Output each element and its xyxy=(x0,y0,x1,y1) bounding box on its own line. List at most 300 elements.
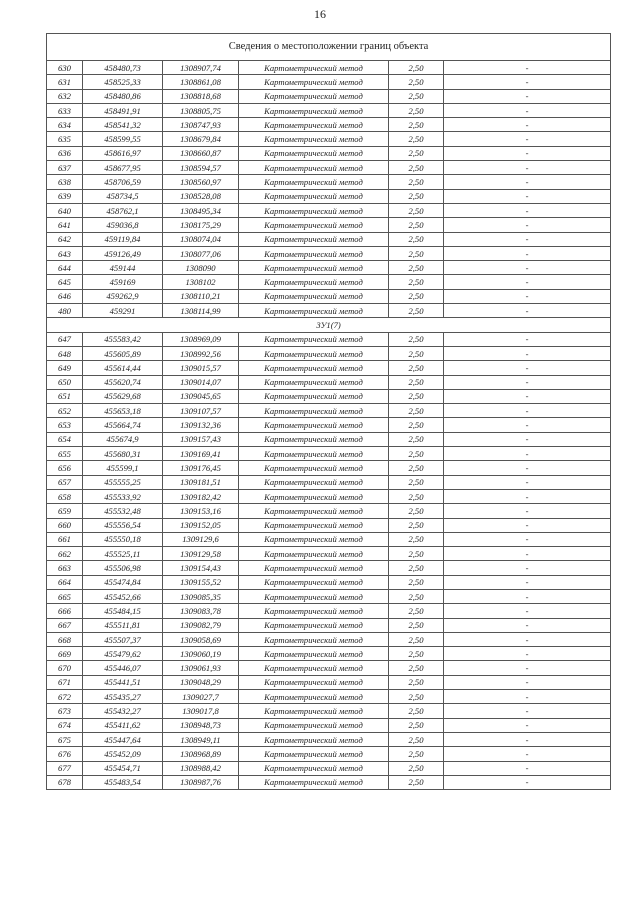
table-row xyxy=(47,89,611,103)
accuracy-cell: 2,50 xyxy=(389,375,444,389)
point-number-cell: 649 xyxy=(47,361,83,375)
x-coordinate-cell: 455411,62 xyxy=(83,718,163,732)
accuracy-cell: 2,50 xyxy=(389,89,444,103)
accuracy-cell: 2,50 xyxy=(389,589,444,603)
description-cell: - xyxy=(444,218,611,232)
x-coordinate-cell: 458616,97 xyxy=(83,146,163,160)
description-cell: - xyxy=(444,146,611,160)
point-number-cell: 651 xyxy=(47,389,83,403)
x-coordinate-cell: 458525,33 xyxy=(83,75,163,89)
method-cell: Картометрический метод xyxy=(239,690,389,704)
x-coordinate-cell: 455599,1 xyxy=(83,461,163,475)
point-number-cell: 668 xyxy=(47,632,83,646)
x-coordinate-cell: 455605,89 xyxy=(83,346,163,360)
description-cell: - xyxy=(444,447,611,461)
table-row xyxy=(47,232,611,246)
table-row xyxy=(47,361,611,375)
y-coordinate-cell: 1308992,56 xyxy=(163,346,239,360)
accuracy-cell: 2,50 xyxy=(389,175,444,189)
point-number-cell: 656 xyxy=(47,461,83,475)
method-cell: Картометрический метод xyxy=(239,661,389,675)
method-cell: Картометрический метод xyxy=(239,146,389,160)
y-coordinate-cell: 1309015,57 xyxy=(163,361,239,375)
description-cell: - xyxy=(444,346,611,360)
x-coordinate-cell: 458706,59 xyxy=(83,175,163,189)
point-number-cell: 650 xyxy=(47,375,83,389)
table-row xyxy=(47,375,611,389)
description-cell: - xyxy=(444,289,611,303)
table-row xyxy=(47,589,611,603)
y-coordinate-cell: 1308560,97 xyxy=(163,175,239,189)
description-cell: - xyxy=(444,489,611,503)
description-cell: - xyxy=(444,161,611,175)
table-row xyxy=(47,118,611,132)
x-coordinate-cell: 455511,81 xyxy=(83,618,163,632)
y-coordinate-cell: 1308114,99 xyxy=(163,304,239,318)
point-number-cell: 659 xyxy=(47,504,83,518)
accuracy-cell: 2,50 xyxy=(389,103,444,117)
description-cell: - xyxy=(444,532,611,546)
x-coordinate-cell: 455447,64 xyxy=(83,732,163,746)
method-cell: Картометрический метод xyxy=(239,89,389,103)
y-coordinate-cell: 1308988,42 xyxy=(163,761,239,775)
method-cell: Картометрический метод xyxy=(239,132,389,146)
description-cell: - xyxy=(444,504,611,518)
point-number-cell: 633 xyxy=(47,103,83,117)
description-cell: - xyxy=(444,647,611,661)
table-row xyxy=(47,61,611,75)
table-row xyxy=(47,647,611,661)
accuracy-cell: 2,50 xyxy=(389,246,444,260)
table-row xyxy=(47,447,611,461)
y-coordinate-cell: 1309157,43 xyxy=(163,432,239,446)
table-row xyxy=(47,175,611,189)
point-number-cell: 644 xyxy=(47,261,83,275)
description-cell: - xyxy=(444,275,611,289)
accuracy-cell: 2,50 xyxy=(389,404,444,418)
page-number: 16 xyxy=(314,7,326,21)
y-coordinate-cell: 1309169,41 xyxy=(163,447,239,461)
point-number-cell: 640 xyxy=(47,203,83,217)
accuracy-cell: 2,50 xyxy=(389,447,444,461)
y-coordinate-cell: 1309082,79 xyxy=(163,618,239,632)
method-cell: Картометрический метод xyxy=(239,275,389,289)
point-number-cell: 672 xyxy=(47,690,83,704)
description-cell: - xyxy=(444,589,611,603)
method-cell: Картометрический метод xyxy=(239,704,389,718)
table-row xyxy=(47,475,611,489)
point-number-cell: 667 xyxy=(47,618,83,632)
point-number-cell: 663 xyxy=(47,561,83,575)
point-number-cell: 630 xyxy=(47,61,83,75)
x-coordinate-cell: 455446,07 xyxy=(83,661,163,675)
table-row xyxy=(47,547,611,561)
x-coordinate-cell: 455550,18 xyxy=(83,532,163,546)
point-number-cell: 677 xyxy=(47,761,83,775)
description-cell: - xyxy=(444,747,611,761)
x-coordinate-cell: 455452,09 xyxy=(83,747,163,761)
table-row xyxy=(47,103,611,117)
description-cell: - xyxy=(444,332,611,346)
point-number-cell: 635 xyxy=(47,132,83,146)
method-cell: Картометрический метод xyxy=(239,261,389,275)
table-row xyxy=(47,632,611,646)
table-row xyxy=(47,218,611,232)
method-cell: Картометрический метод xyxy=(239,361,389,375)
description-cell: - xyxy=(444,775,611,789)
accuracy-cell: 2,50 xyxy=(389,304,444,318)
description-cell: - xyxy=(444,89,611,103)
method-cell: Картометрический метод xyxy=(239,389,389,403)
x-coordinate-cell: 459036,8 xyxy=(83,218,163,232)
y-coordinate-cell: 1309181,51 xyxy=(163,475,239,489)
point-number-cell: 637 xyxy=(47,161,83,175)
point-number-cell: 664 xyxy=(47,575,83,589)
point-number-cell: 670 xyxy=(47,661,83,675)
accuracy-cell: 2,50 xyxy=(389,332,444,346)
y-coordinate-cell: 1308175,29 xyxy=(163,218,239,232)
y-coordinate-cell: 1308968,89 xyxy=(163,747,239,761)
table-row xyxy=(47,432,611,446)
y-coordinate-cell: 1308594,57 xyxy=(163,161,239,175)
description-cell: - xyxy=(444,561,611,575)
table-row xyxy=(47,489,611,503)
table-row xyxy=(47,246,611,260)
table-row xyxy=(47,761,611,775)
point-number-cell: 480 xyxy=(47,304,83,318)
x-coordinate-cell: 455614,44 xyxy=(83,361,163,375)
accuracy-cell: 2,50 xyxy=(389,346,444,360)
y-coordinate-cell: 1309027,7 xyxy=(163,690,239,704)
point-number-cell: 636 xyxy=(47,146,83,160)
y-coordinate-cell: 1309176,45 xyxy=(163,461,239,475)
description-cell: - xyxy=(444,261,611,275)
accuracy-cell: 2,50 xyxy=(389,547,444,561)
x-coordinate-cell: 455474,84 xyxy=(83,575,163,589)
y-coordinate-cell: 1309061,93 xyxy=(163,661,239,675)
description-cell: - xyxy=(444,461,611,475)
table-row xyxy=(47,618,611,632)
x-coordinate-cell: 455664,74 xyxy=(83,418,163,432)
y-coordinate-cell: 1309155,52 xyxy=(163,575,239,589)
y-coordinate-cell: 1309017,8 xyxy=(163,704,239,718)
y-coordinate-cell: 1309058,69 xyxy=(163,632,239,646)
description-cell: - xyxy=(444,732,611,746)
description-cell: - xyxy=(444,375,611,389)
description-cell: - xyxy=(444,132,611,146)
method-cell: Картометрический метод xyxy=(239,161,389,175)
y-coordinate-cell: 1308102 xyxy=(163,275,239,289)
x-coordinate-cell: 455533,92 xyxy=(83,489,163,503)
point-number-cell: 631 xyxy=(47,75,83,89)
accuracy-cell: 2,50 xyxy=(389,75,444,89)
y-coordinate-cell: 1309153,16 xyxy=(163,504,239,518)
point-number-cell: 666 xyxy=(47,604,83,618)
description-cell: - xyxy=(444,75,611,89)
table-row xyxy=(47,389,611,403)
table-row xyxy=(47,203,611,217)
y-coordinate-cell: 1309048,29 xyxy=(163,675,239,689)
y-coordinate-cell: 1308861,08 xyxy=(163,75,239,89)
accuracy-cell: 2,50 xyxy=(389,661,444,675)
method-cell: Картометрический метод xyxy=(239,732,389,746)
table-row xyxy=(47,304,611,318)
description-cell: - xyxy=(444,632,611,646)
x-coordinate-cell: 459291 xyxy=(83,304,163,318)
accuracy-cell: 2,50 xyxy=(389,61,444,75)
table-row xyxy=(47,146,611,160)
accuracy-cell: 2,50 xyxy=(389,418,444,432)
y-coordinate-cell: 1308077,06 xyxy=(163,246,239,260)
table-row xyxy=(47,504,611,518)
y-coordinate-cell: 1309045,65 xyxy=(163,389,239,403)
table-row xyxy=(47,604,611,618)
accuracy-cell: 2,50 xyxy=(389,747,444,761)
table-row xyxy=(47,189,611,203)
x-coordinate-cell: 455507,37 xyxy=(83,632,163,646)
table-row xyxy=(47,690,611,704)
section-header-row xyxy=(47,318,611,332)
y-coordinate-cell: 1309060,19 xyxy=(163,647,239,661)
x-coordinate-cell: 455483,54 xyxy=(83,775,163,789)
method-cell: Картометрический метод xyxy=(239,346,389,360)
accuracy-cell: 2,50 xyxy=(389,704,444,718)
method-cell: Картометрический метод xyxy=(239,775,389,789)
point-number-cell: 639 xyxy=(47,189,83,203)
method-cell: Картометрический метод xyxy=(239,304,389,318)
y-coordinate-cell: 1308969,09 xyxy=(163,332,239,346)
x-coordinate-cell: 455583,42 xyxy=(83,332,163,346)
x-coordinate-cell: 455555,25 xyxy=(83,475,163,489)
method-cell: Картометрический метод xyxy=(239,532,389,546)
description-cell: - xyxy=(444,718,611,732)
table-row xyxy=(47,261,611,275)
point-number-cell: 648 xyxy=(47,346,83,360)
x-coordinate-cell: 459119,84 xyxy=(83,232,163,246)
x-coordinate-cell: 455484,15 xyxy=(83,604,163,618)
description-cell: - xyxy=(444,389,611,403)
section-label: 3У1(7) xyxy=(47,318,611,332)
table-row xyxy=(47,747,611,761)
table-row xyxy=(47,575,611,589)
table-row xyxy=(47,346,611,360)
y-coordinate-cell: 1309083,78 xyxy=(163,604,239,618)
point-number-cell: 642 xyxy=(47,232,83,246)
x-coordinate-cell: 459169 xyxy=(83,275,163,289)
x-coordinate-cell: 455680,31 xyxy=(83,447,163,461)
method-cell: Картометрический метод xyxy=(239,375,389,389)
x-coordinate-cell: 458480,86 xyxy=(83,89,163,103)
description-cell: - xyxy=(444,761,611,775)
table-row xyxy=(47,404,611,418)
method-cell: Картометрический метод xyxy=(239,718,389,732)
x-coordinate-cell: 455532,48 xyxy=(83,504,163,518)
method-cell: Картометрический метод xyxy=(239,418,389,432)
accuracy-cell: 2,50 xyxy=(389,189,444,203)
accuracy-cell: 2,50 xyxy=(389,532,444,546)
point-number-cell: 678 xyxy=(47,775,83,789)
accuracy-cell: 2,50 xyxy=(389,161,444,175)
x-coordinate-cell: 455479,62 xyxy=(83,647,163,661)
x-coordinate-cell: 455525,11 xyxy=(83,547,163,561)
method-cell: Картометрический метод xyxy=(239,103,389,117)
description-cell: - xyxy=(444,618,611,632)
accuracy-cell: 2,50 xyxy=(389,132,444,146)
x-coordinate-cell: 458491,91 xyxy=(83,103,163,117)
point-number-cell: 674 xyxy=(47,718,83,732)
point-number-cell: 665 xyxy=(47,589,83,603)
description-cell: - xyxy=(444,361,611,375)
accuracy-cell: 2,50 xyxy=(389,361,444,375)
method-cell: Картометрический метод xyxy=(239,218,389,232)
point-number-cell: 647 xyxy=(47,332,83,346)
point-number-cell: 638 xyxy=(47,175,83,189)
x-coordinate-cell: 458480,73 xyxy=(83,61,163,75)
method-cell: Картометрический метод xyxy=(239,618,389,632)
point-number-cell: 673 xyxy=(47,704,83,718)
y-coordinate-cell: 1309152,05 xyxy=(163,518,239,532)
x-coordinate-cell: 455556,54 xyxy=(83,518,163,532)
x-coordinate-cell: 455674,9 xyxy=(83,432,163,446)
accuracy-cell: 2,50 xyxy=(389,118,444,132)
x-coordinate-cell: 458734,5 xyxy=(83,189,163,203)
table-row xyxy=(47,132,611,146)
table-title-row xyxy=(47,34,611,61)
method-cell: Картометрический метод xyxy=(239,75,389,89)
point-number-cell: 653 xyxy=(47,418,83,432)
x-coordinate-cell: 458599,55 xyxy=(83,132,163,146)
table-row xyxy=(47,275,611,289)
method-cell: Картометрический метод xyxy=(239,232,389,246)
y-coordinate-cell: 1309154,43 xyxy=(163,561,239,575)
x-coordinate-cell: 459144 xyxy=(83,261,163,275)
accuracy-cell: 2,50 xyxy=(389,718,444,732)
table-row xyxy=(47,518,611,532)
y-coordinate-cell: 1309182,42 xyxy=(163,489,239,503)
description-cell: - xyxy=(444,118,611,132)
description-cell: - xyxy=(444,575,611,589)
description-cell: - xyxy=(444,175,611,189)
method-cell: Картометрический метод xyxy=(239,203,389,217)
accuracy-cell: 2,50 xyxy=(389,289,444,303)
table-row xyxy=(47,732,611,746)
table-row xyxy=(47,718,611,732)
description-cell: - xyxy=(444,189,611,203)
x-coordinate-cell: 455432,27 xyxy=(83,704,163,718)
accuracy-cell: 2,50 xyxy=(389,604,444,618)
table-row xyxy=(47,704,611,718)
method-cell: Картометрический метод xyxy=(239,547,389,561)
y-coordinate-cell: 1308948,73 xyxy=(163,718,239,732)
method-cell: Картометрический метод xyxy=(239,589,389,603)
point-number-cell: 676 xyxy=(47,747,83,761)
method-cell: Картометрический метод xyxy=(239,61,389,75)
point-number-cell: 657 xyxy=(47,475,83,489)
y-coordinate-cell: 1308110,21 xyxy=(163,289,239,303)
accuracy-cell: 2,50 xyxy=(389,618,444,632)
accuracy-cell: 2,50 xyxy=(389,732,444,746)
method-cell: Картометрический метод xyxy=(239,432,389,446)
accuracy-cell: 2,50 xyxy=(389,504,444,518)
x-coordinate-cell: 455620,74 xyxy=(83,375,163,389)
boundary-coordinates-table xyxy=(46,33,611,790)
description-cell: - xyxy=(444,704,611,718)
method-cell: Картометрический метод xyxy=(239,647,389,661)
description-cell: - xyxy=(444,432,611,446)
accuracy-cell: 2,50 xyxy=(389,275,444,289)
point-number-cell: 634 xyxy=(47,118,83,132)
accuracy-cell: 2,50 xyxy=(389,203,444,217)
accuracy-cell: 2,50 xyxy=(389,232,444,246)
point-number-cell: 661 xyxy=(47,532,83,546)
description-cell: - xyxy=(444,232,611,246)
accuracy-cell: 2,50 xyxy=(389,432,444,446)
point-number-cell: 643 xyxy=(47,246,83,260)
method-cell: Картометрический метод xyxy=(239,475,389,489)
y-coordinate-cell: 1308949,11 xyxy=(163,732,239,746)
method-cell: Картометрический метод xyxy=(239,747,389,761)
description-cell: - xyxy=(444,675,611,689)
accuracy-cell: 2,50 xyxy=(389,647,444,661)
point-number-cell: 652 xyxy=(47,404,83,418)
method-cell: Картометрический метод xyxy=(239,289,389,303)
x-coordinate-cell: 458762,1 xyxy=(83,203,163,217)
method-cell: Картометрический метод xyxy=(239,246,389,260)
accuracy-cell: 2,50 xyxy=(389,575,444,589)
method-cell: Картометрический метод xyxy=(239,518,389,532)
method-cell: Картометрический метод xyxy=(239,675,389,689)
x-coordinate-cell: 459126,49 xyxy=(83,246,163,260)
y-coordinate-cell: 1308907,74 xyxy=(163,61,239,75)
y-coordinate-cell: 1308679,84 xyxy=(163,132,239,146)
accuracy-cell: 2,50 xyxy=(389,461,444,475)
method-cell: Картометрический метод xyxy=(239,604,389,618)
point-number-cell: 671 xyxy=(47,675,83,689)
table-row xyxy=(47,532,611,546)
x-coordinate-cell: 455435,27 xyxy=(83,690,163,704)
method-cell: Картометрический метод xyxy=(239,504,389,518)
accuracy-cell: 2,50 xyxy=(389,775,444,789)
description-cell: - xyxy=(444,61,611,75)
point-number-cell: 632 xyxy=(47,89,83,103)
point-number-cell: 675 xyxy=(47,732,83,746)
x-coordinate-cell: 455506,98 xyxy=(83,561,163,575)
description-cell: - xyxy=(444,661,611,675)
method-cell: Картометрический метод xyxy=(239,561,389,575)
method-cell: Картометрический метод xyxy=(239,489,389,503)
x-coordinate-cell: 455454,71 xyxy=(83,761,163,775)
table-row xyxy=(47,418,611,432)
method-cell: Картометрический метод xyxy=(239,761,389,775)
method-cell: Картометрический метод xyxy=(239,632,389,646)
accuracy-cell: 2,50 xyxy=(389,690,444,704)
x-coordinate-cell: 455653,18 xyxy=(83,404,163,418)
y-coordinate-cell: 1308660,87 xyxy=(163,146,239,160)
description-cell: - xyxy=(444,404,611,418)
table-row xyxy=(47,661,611,675)
description-cell: - xyxy=(444,246,611,260)
table-row xyxy=(47,675,611,689)
accuracy-cell: 2,50 xyxy=(389,489,444,503)
x-coordinate-cell: 455441,51 xyxy=(83,675,163,689)
y-coordinate-cell: 1308987,76 xyxy=(163,775,239,789)
y-coordinate-cell: 1308074,04 xyxy=(163,232,239,246)
point-number-cell: 641 xyxy=(47,218,83,232)
y-coordinate-cell: 1309129,6 xyxy=(163,532,239,546)
method-cell: Картометрический метод xyxy=(239,118,389,132)
description-cell: - xyxy=(444,690,611,704)
method-cell: Картометрический метод xyxy=(239,189,389,203)
